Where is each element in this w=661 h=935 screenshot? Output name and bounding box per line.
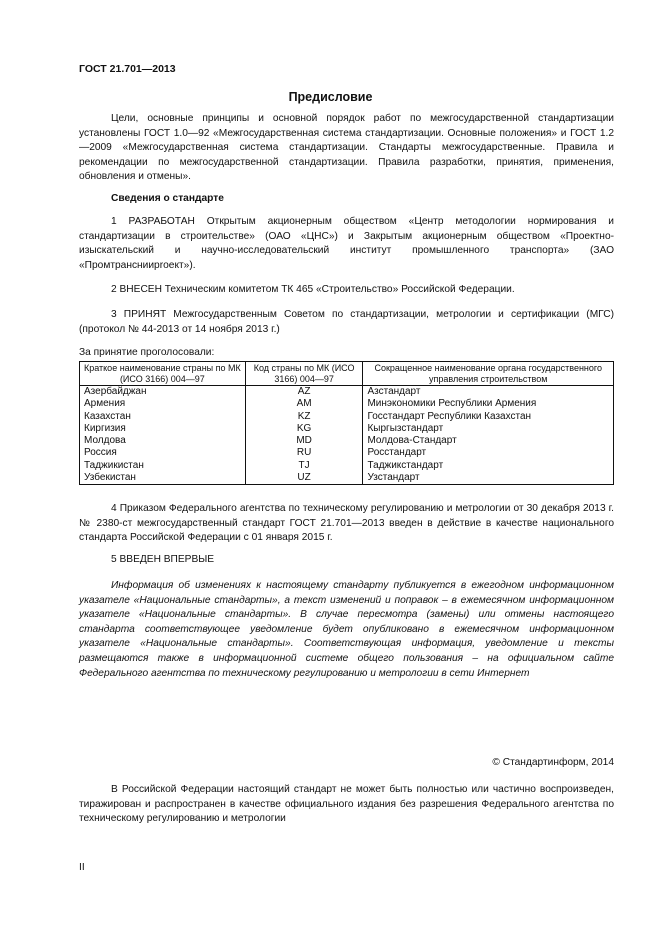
table-row [80, 398, 614, 410]
country-cell: Молдова [80, 435, 246, 447]
changes-info-note: Информация об изменениях к настоящему стандарту публикуется в ежегодном информационном указателе «Национальные стандарты», а текст изменений и поправок – в ежемесячном информационном указателе «Национальные стандарты». В случае пересмотра (замены) или отмены настоящего стандарта соответствующее уведомление будет опубликовано в ежемесячном информационном указателе «Национальные стандарты». Соответствующая информация, уведомление и тексты размещаются также в информационной системе общего пользования – на официальном сайте Федерального агентства по техническому регулированию и метрологии в сети Интернет [79, 580, 614, 679]
table-header-row [80, 362, 614, 386]
table-row [80, 423, 614, 435]
country-cell: Азербайджан [80, 386, 246, 399]
country-cell: Россия [80, 447, 246, 459]
code-cell: AZ [245, 386, 363, 399]
table-row [80, 447, 614, 459]
authority-cell: Росстандарт [363, 447, 614, 459]
authority-cell: Азстандарт [363, 386, 614, 399]
code-cell: UZ [245, 472, 363, 485]
country-cell: Таджикистан [80, 460, 246, 472]
country-cell: Узбекистан [80, 472, 246, 485]
standard-info-heading: Сведения о стандарте [111, 193, 224, 204]
col-header-authority: Сокращенное наименование органа государственного управления строительством [363, 362, 614, 386]
code-cell: AM [245, 398, 363, 410]
authority-cell: Минэкономики Республики Армения [363, 398, 614, 410]
code-cell: KG [245, 423, 363, 435]
item-developed: 1 РАЗРАБОТАН Открытым акционерным обществом «Центр методологии нормирования и стандартизации в строительстве» (ОАО «ЦНС») и Закрытым акционерным обществом «Проектно-изыскательский и научно-исследовательский институт промышленного транспорта» (ЗАО «Промтранснииproект»). [79, 216, 614, 271]
authority-cell: Молдова-Стандарт [363, 435, 614, 447]
code-cell: RU [245, 447, 363, 459]
item-introduced: 2 ВНЕСЕН Техническим комитетом ТК 465 «Строительство» Российской Федерации. [111, 284, 515, 295]
table-row [80, 460, 614, 472]
page-number: II [79, 862, 85, 873]
page-title: Предисловие [288, 90, 373, 104]
authority-cell: Таджикстандарт [363, 460, 614, 472]
authority-cell: Госстандарт Республики Казахстан [363, 411, 614, 423]
country-cell: Армения [80, 398, 246, 410]
country-cell: Киргизия [80, 423, 246, 435]
code-cell: TJ [245, 460, 363, 472]
code-cell: KZ [245, 411, 363, 423]
item-order: 4 Приказом Федерального агентства по техническому регулированию и метрологии от 30 декабря 2013 г. № 2380-ст межгосударственный стандарт ГОСТ 21.701—2013 введен в действие в качестве национального стандарта Российской Федерации с 01 января 2015 г. [79, 503, 614, 544]
code-cell: MD [245, 435, 363, 447]
table-row [80, 411, 614, 423]
item-first-introduced: 5 ВВЕДЕН ВПЕРВЫЕ [111, 554, 215, 565]
voting-table [79, 361, 614, 485]
standard-code-header: ГОСТ 21.701—2013 [79, 63, 176, 75]
table-row [80, 386, 614, 399]
intro-paragraph: Цели, основные принципы и основной порядок работ по межгосударственной стандартизации установлены ГОСТ 1.0—92 «Межгосударственная система стандартизации. Основные положения» и ГОСТ 1.2—2009 «Межгосударственная система стандартизации. Стандарты межгосударственные. Правила и рекомендации по межгосударственной стандартизации. Правила разработки, принятия, применения, обновления и отмены». [79, 113, 614, 183]
copyright-line: © Стандартинформ, 2014 [492, 757, 614, 768]
voted-label: За принятие проголосовали: [79, 347, 215, 358]
authority-cell: Кыргызстандарт [363, 423, 614, 435]
table-row [80, 472, 614, 485]
item-adopted: 3 ПРИНЯТ Межгосударственным Советом по стандартизации, метрологии и сертификации (МГС) (протокол № 44-2013 от 14 ноября 2013 г.) [79, 309, 614, 335]
authority-cell: Узстандарт [363, 472, 614, 485]
rights-notice: В Российской Федерации настоящий стандарт не может быть полностью или частично воспроизведен, тиражирован и распространен в качестве официального издания без разрешения Федерального агентства по техническому регулированию и метрологии [79, 784, 614, 825]
table-row [80, 435, 614, 447]
col-header-code: Код страны по МК (ИСО 3166) 004—97 [245, 362, 363, 386]
col-header-country: Краткое наименование страны по МК (ИСО 3166) 004—97 [80, 362, 246, 386]
country-cell: Казахстан [80, 411, 246, 423]
